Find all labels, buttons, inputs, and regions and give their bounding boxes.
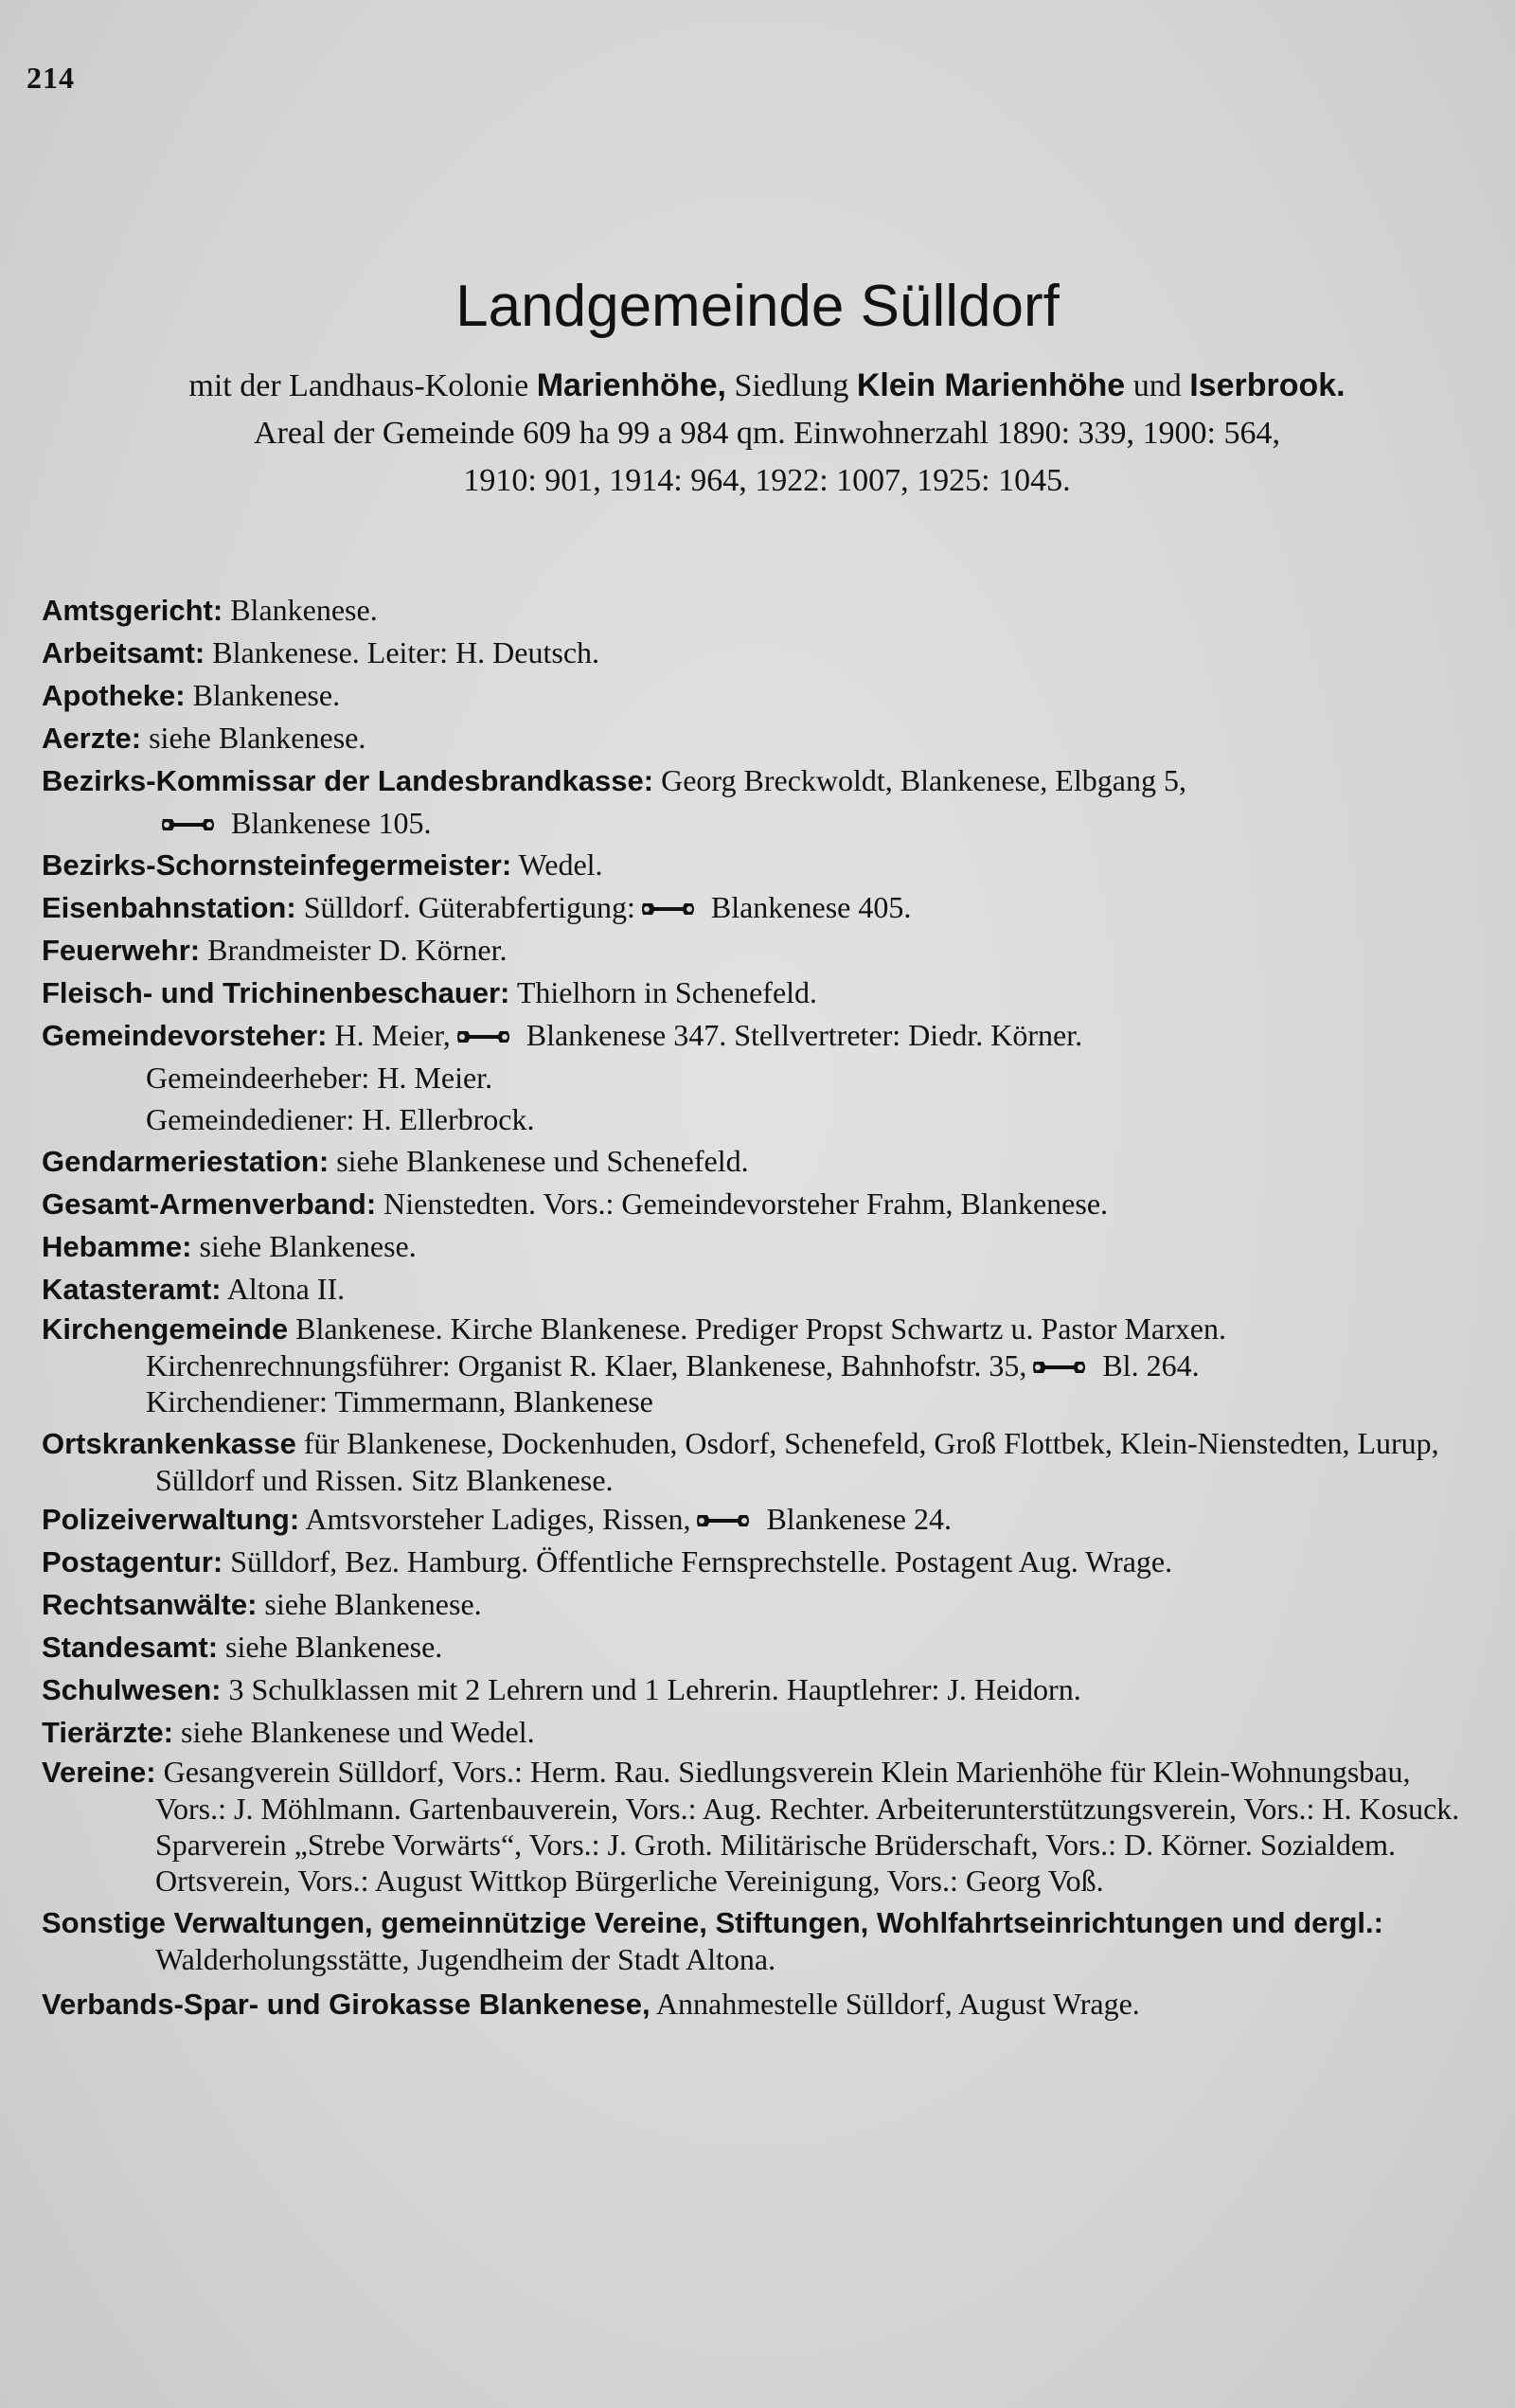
entry-bezirks-kommissar — [42, 759, 1481, 844]
entry-label: Eisenbahnstation: — [42, 891, 296, 924]
entry-label: Ortskrankenkasse — [42, 1427, 296, 1460]
entry-standesamt — [42, 1626, 1481, 1668]
entry-text: Nienstedten. Vors.: Gemeindevorsteher Frahm, Blankenese. — [376, 1186, 1109, 1221]
entry-label: Hebamme: — [42, 1230, 192, 1263]
entry-sub-kirchenrechnungsfuehrer — [42, 1347, 1481, 1383]
entry-label: Sonstige Verwaltungen, gemeinnützige Vereine, Stiftungen, Wohlfahrtseinrichtungen und dergl.: — [42, 1906, 1383, 1939]
entry-eisenbahnstation — [42, 886, 1481, 929]
intro-text: Siedlung — [725, 368, 857, 403]
entry-text: Annahmestelle Sülldorf, August Wrage. — [650, 1987, 1140, 2021]
entry-label: Verbands-Spar- und Girokasse Blankenese, — [42, 1988, 651, 2021]
telephone-receiver-icon — [159, 813, 218, 836]
entry-label: Gesamt-Armenverband: — [42, 1187, 377, 1221]
entry-label: Amtsgericht: — [42, 594, 223, 627]
entry-label: Rechtsanwälte: — [42, 1588, 258, 1621]
entry-postagentur — [42, 1541, 1481, 1583]
entry-label: Gemeindevorsteher: — [42, 1019, 328, 1052]
entry-label: Gendarmeriestation: — [42, 1145, 330, 1178]
telephone-receiver-icon — [639, 898, 698, 920]
entry-text: für Blankenese, Dockenhuden, Osdorf, Schenefeld, Groß Flottbek, Klein-Nienstedten, Lurup, Sülldorf und Rissen. Sitz Blankenese. — [155, 1426, 1439, 1497]
entry-text: Sülldorf, Bez. Hamburg. Öffentliche Fernsprechstelle. Postagent Aug. Wrage. — [223, 1544, 1173, 1579]
entry-katasteramt — [42, 1268, 1481, 1311]
entry-text: Blankenese 347. Stellvertreter: Diedr. Körner. — [518, 1018, 1083, 1052]
entry-label: Bezirks-Schornsteinfegermeister: — [42, 848, 512, 882]
entry-label: Vereine: — [42, 1756, 156, 1789]
entry-label: Fleisch- und Trichinenbeschauer: — [42, 976, 510, 1009]
entry-amtsgericht — [42, 589, 1481, 632]
entry-text: siehe Blankenese und Schenefeld. — [329, 1144, 749, 1178]
entry-label: Postagentur: — [42, 1545, 223, 1579]
entry-text: Thielhorn in Schenefeld. — [509, 975, 818, 1009]
entry-label: Standesamt: — [42, 1631, 219, 1664]
telephone-receiver-icon — [1030, 1356, 1089, 1379]
intro-line-1 — [76, 362, 1458, 410]
entry-label: Kirchengemeinde — [42, 1312, 289, 1346]
intro-place: Klein Marienhöhe — [856, 367, 1126, 403]
entry-label: Katasteramt: — [42, 1273, 222, 1306]
page-number: 214 — [27, 61, 75, 95]
entry-text: Amtsvorsteher Ladiges, Rissen, — [299, 1502, 691, 1536]
entry-label: Polizeiverwaltung: — [42, 1503, 300, 1536]
entry-text: Wedel. — [511, 847, 603, 882]
entry-text: Bl. 264. — [1095, 1348, 1200, 1382]
entry-text: Altona II. — [221, 1272, 346, 1306]
entry-text: siehe Blankenese. — [191, 1229, 417, 1263]
entry-armenverband — [42, 1183, 1481, 1225]
entry-gemeindevorsteher — [42, 1014, 1481, 1057]
entry-text: Walderholungsstätte, Jugendheim der Stadt Altona. — [155, 1942, 776, 1976]
entry-text: Gesangverein Sülldorf, Vors.: Herm. Rau. Siedlungsverein Klein Marienhöhe für Klein-Wohnungsbau, Vors.: J. Möhlmann. Gartenbauverein, Vors.: Aug. Rechter. Arbeiterunterstützungsverein, Vors.: H. Kosuck. Sparverein „Strebe Vorwärts“, Vors.: J. Groth. Militärische Brüderschaft, Vors.: D. Körner. Sozialdem. Ortsverein, Vors.: August Wittkop Bürgerliche Vereinigung, Vors.: Georg Voß. — [155, 1755, 1460, 1898]
entry-text: Blankenese. Leiter: H. Deutsch. — [205, 635, 600, 669]
intro-place: Marienhöhe, — [536, 367, 726, 403]
entry-text: Sülldorf. Güterabfertigung: — [295, 890, 635, 924]
entry-label: Feuerwehr: — [42, 934, 201, 967]
entry-fleischbeschauer — [42, 972, 1481, 1014]
entry-feuerwehr — [42, 929, 1481, 972]
entry-tieraerzte — [42, 1711, 1481, 1754]
directory-entries — [42, 589, 1481, 2025]
entry-label: Apotheke: — [42, 679, 186, 712]
entry-label: Bezirks-Kommissar der Landesbrandkasse: — [42, 764, 654, 797]
entry-text: Blankenese. — [223, 593, 378, 627]
entry-text: Kirchenrechnungsführer: Organist R. Klaer, Blankenese, Bahnhofstr. 35, — [146, 1348, 1027, 1382]
telephone-receiver-icon — [454, 1026, 513, 1048]
entry-text: siehe Blankenese. — [257, 1587, 482, 1621]
entry-text: Blankenese 24. — [758, 1502, 952, 1536]
entry-label: Arbeitsamt: — [42, 636, 205, 669]
entry-sub-gemeindediener: Gemeindediener: H. Ellerbrock. — [146, 1102, 535, 1136]
entry-aerzte — [42, 717, 1481, 759]
telephone-receiver-icon — [694, 1509, 753, 1532]
entry-text: 3 Schulklassen mit 2 Lehrern und 1 Lehrerin. Hauptlehrer: J. Heidorn. — [221, 1672, 1081, 1706]
intro-text: mit der Landhaus-Kolonie — [188, 368, 537, 403]
entry-rechtsanwaelte — [42, 1583, 1481, 1626]
entry-text: siehe Blankenese und Wedel. — [173, 1715, 535, 1749]
entry-text: Brandmeister D. Körner. — [200, 933, 508, 967]
entry-text: Blankenese. Kirche Blankenese. Prediger Propst Schwartz u. Pastor Marxen. — [288, 1311, 1226, 1346]
entry-text: H. Meier, — [327, 1018, 451, 1052]
entry-label: Schulwesen: — [42, 1673, 222, 1706]
intro — [76, 362, 1458, 505]
entry-ortskrankenkasse — [42, 1425, 1481, 1498]
entry-label: Aerzte: — [42, 722, 142, 755]
entry-sub-gemeindeerheber: Gemeindeerheber: H. Meier. — [146, 1061, 493, 1095]
entry-polizeiverwaltung — [42, 1498, 1481, 1541]
entry-schornsteinfegermeister — [42, 844, 1481, 886]
entry-girokasse — [42, 1983, 1481, 2025]
entry-text: siehe Blankenese. — [218, 1630, 443, 1664]
entry-gendarmeriestation — [42, 1140, 1481, 1183]
entry-kirchengemeinde — [42, 1311, 1481, 1347]
intro-place: Iserbrook. — [1189, 367, 1346, 403]
entry-label: Tierärzte: — [42, 1716, 173, 1749]
intro-line-2: Areal der Gemeinde 609 ha 99 a 984 qm. Einwohnerzahl 1890: 339, 1900: 564, — [254, 416, 1280, 451]
intro-text: und — [1125, 368, 1190, 403]
intro-line-3: 1910: 901, 1914: 964, 1922: 1007, 1925: 1045. — [463, 463, 1071, 498]
entry-sub-kirchendiener: Kirchendiener: Timmermann, Blankenese — [146, 1384, 653, 1418]
entry-text: Blankenese 105. — [223, 806, 432, 840]
entry-text: Blankenese 405. — [703, 890, 912, 924]
entry-vereine — [42, 1754, 1481, 1899]
entry-schulwesen — [42, 1668, 1481, 1711]
entry-text: Georg Breckwoldt, Blankenese, Elbgang 5, — [653, 763, 1186, 797]
entry-text: Blankenese. — [185, 678, 341, 712]
entry-sonstige-verwaltungen — [42, 1904, 1481, 1977]
page-title: Landgemeinde Sülldorf — [455, 274, 1060, 339]
entry-text: siehe Blankenese. — [141, 721, 366, 755]
entry-apotheke — [42, 674, 1481, 717]
entry-arbeitsamt — [42, 632, 1481, 674]
entry-hebamme — [42, 1225, 1481, 1268]
